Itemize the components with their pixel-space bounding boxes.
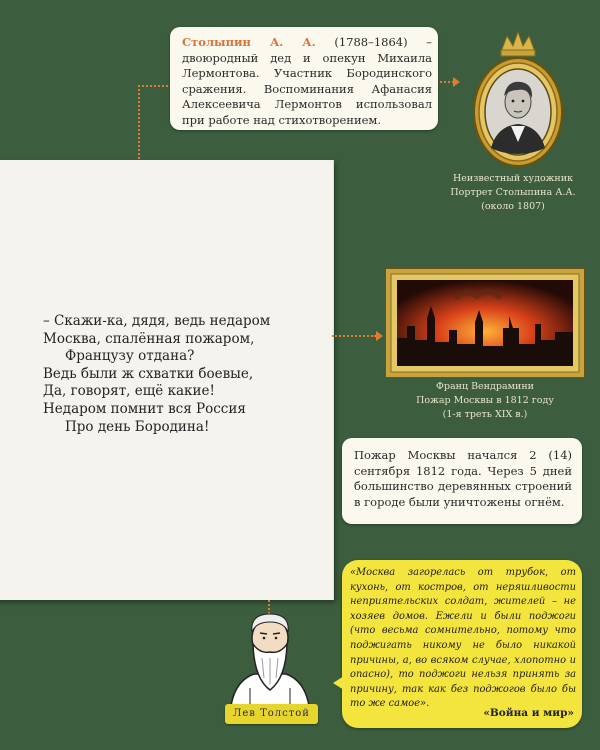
stolypin-portrait [463, 30, 573, 170]
portrait-caption-date: (около 1807) [481, 201, 545, 212]
portrait-caption-title: Портрет Столыпина А.А. [450, 187, 576, 198]
connector-line [138, 85, 140, 163]
portrait-caption [428, 172, 598, 214]
portrait-caption-artist: Неизвестный художник [452, 173, 574, 184]
moscow-fire-text: Пожар Москвы начался 2 (14) сентября 1812 года. Через 5 дней большинство деревянных строений в городе были уничтожены огнём. [354, 448, 572, 509]
painting-caption-title: Пожар Москвы в 1812 году [416, 395, 554, 406]
poem-line: Про день Бородина! [65, 418, 210, 435]
moscow-fire-note [342, 438, 582, 524]
poem-line: Да, говорят, ещё какие! [43, 383, 215, 400]
quote-source: «Война и мир» [483, 707, 574, 719]
poem [43, 313, 270, 436]
poem-line: Недаром помнит вся Россия [43, 400, 246, 417]
poem-line: Москва, спалённая пожаром, [43, 330, 255, 347]
connector-line [138, 85, 168, 87]
tolstoy-quote: «Москва загорелась от трубок, от кухонь, от костров, от неряшливости неприятельских солдат, жителей – не хозяев домов. Ежели и были поджоги (что весьма сомнительно, потому что поджигать никому не было никакой причины, а, во всяком случае, хлопотно и опасно), то поджоги нельзя принять за причину, так как без поджогов было бы то же самое». [350, 567, 576, 710]
painting-caption-date: (1-я треть XIX в.) [442, 409, 528, 420]
connector-line [332, 335, 376, 337]
connector-arrow [376, 331, 383, 341]
poem-line: Французу отдана? [65, 348, 195, 365]
poem-line: Ведь были ж схватки боевые, [43, 365, 254, 382]
stolypin-name: Столыпин А. А. [182, 35, 316, 49]
connector-line [440, 81, 454, 83]
poem-line: – Скажи-ка, дядя, ведь недаром [43, 313, 271, 329]
painting-caption-artist: Франц Вендрамини [435, 381, 534, 392]
tolstoy-illustration [220, 600, 320, 715]
connector-arrow [453, 77, 460, 87]
stolypin-text: (1788–1864) – двоюродный дед и опекун Михаила Лермонтова. Участник Бородинского сражения. Воспоминания Афанасия Алексеевича Лермонтов использовал при работе над стихотворением. [182, 35, 432, 127]
painting-caption [380, 380, 590, 422]
moscow-fire-painting [385, 268, 585, 378]
tolstoy-label: Лев Толстой [225, 704, 318, 724]
bubble-tail [333, 676, 344, 690]
stolypin-note [170, 27, 438, 130]
